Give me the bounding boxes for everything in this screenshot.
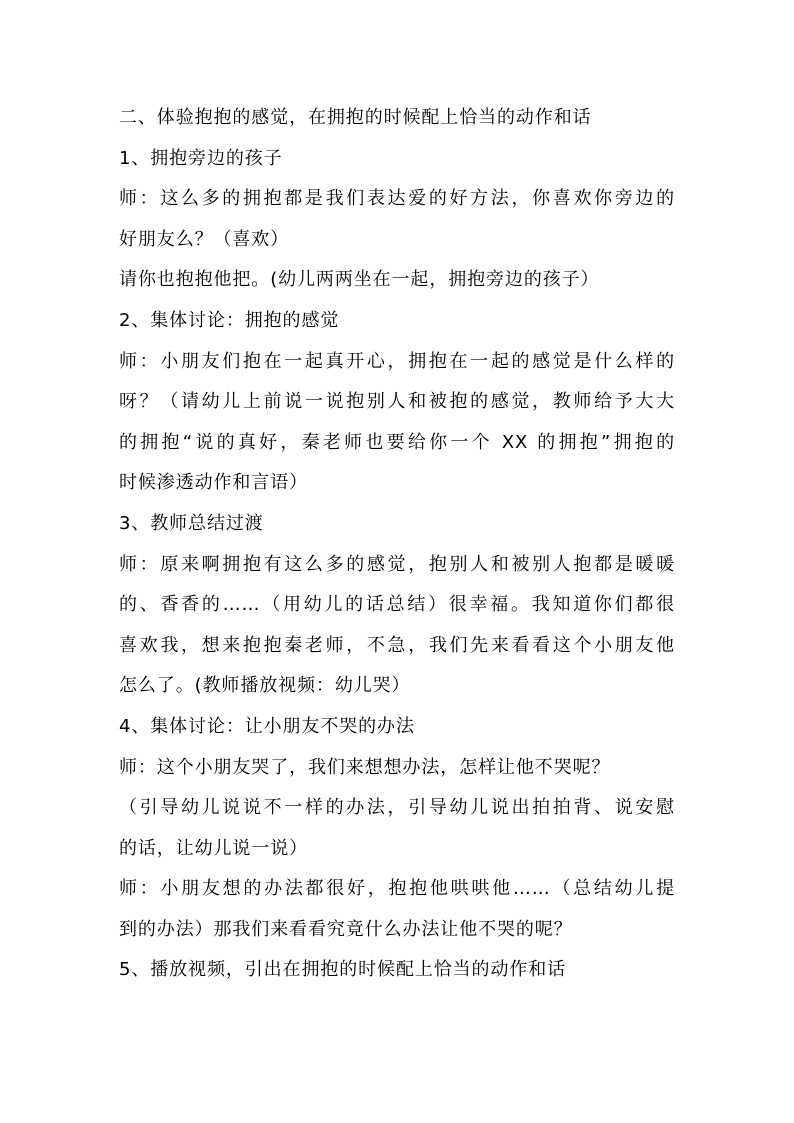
step-heading-5: 5、播放视频，引出在拥抱的时候配上恰当的动作和话 bbox=[119, 959, 567, 981]
step-heading-4: 4、集体讨论：让小朋友不哭的办法 bbox=[119, 715, 415, 737]
paragraph-line: 师：这个小朋友哭了，我们来想想办法，怎样让他不哭呢？ bbox=[119, 756, 611, 778]
document-body bbox=[119, 98, 675, 991]
paragraph-line: 时候渗透动作和言语） bbox=[119, 472, 308, 494]
step-heading-1: 1、拥抱旁边的孩子 bbox=[119, 147, 283, 169]
section-heading: 二、体验抱抱的感觉，在拥抱的时候配上恰当的动作和话 bbox=[119, 107, 592, 128]
paragraph-line: 怎么了。(教师播放视频：幼儿哭） bbox=[119, 675, 411, 697]
paragraph-line: 的话，让幼儿说一说） bbox=[119, 837, 308, 859]
step-heading-2: 2、集体讨论：拥抱的感觉 bbox=[119, 309, 340, 331]
step-heading-3: 3、教师总结过渡 bbox=[119, 512, 264, 534]
paragraph-line: 到的办法）那我们来看看究竟什么办法让他不哭的呢？ bbox=[119, 918, 573, 940]
paragraph-line: （引导幼儿说说不一样的办法，引导幼儿说出拍拍背、说安慰 bbox=[119, 797, 675, 819]
paragraph-line: 喜欢我，想来抱抱秦老师，不急，我们先来看看这个小朋友他 bbox=[119, 634, 675, 656]
paragraph-line: 请你也抱抱他把。(幼儿两两坐在一起，拥抱旁边的孩子） bbox=[119, 269, 600, 291]
paragraph-line: 好朋友么？（喜欢） bbox=[119, 228, 290, 250]
paragraph-line: 师：原来啊拥抱有这么多的感觉，抱别人和被别人抱都是暖暖 bbox=[119, 553, 675, 575]
paragraph-line: 的、香香的……（用幼儿的话总结）很幸福。我知道你们都很 bbox=[119, 594, 675, 616]
paragraph-line: 师：这么多的拥抱都是我们表达爱的好方法，你喜欢你旁边的 bbox=[119, 188, 675, 210]
paragraph-line: 呀？（请幼儿上前说一说抱别人和被抱的感觉，教师给予大大 bbox=[119, 391, 675, 413]
paragraph-line: 的拥抱“说的真好，秦老师也要给你一个 XX 的拥抱”拥抱的 bbox=[119, 431, 675, 453]
paragraph-line: 师：小朋友们抱在一起真开心，拥抱在一起的感觉是什么样的 bbox=[119, 350, 675, 372]
paragraph-line: 师：小朋友想的办法都很好，抱抱他哄哄他……（总结幼儿提 bbox=[119, 878, 675, 900]
